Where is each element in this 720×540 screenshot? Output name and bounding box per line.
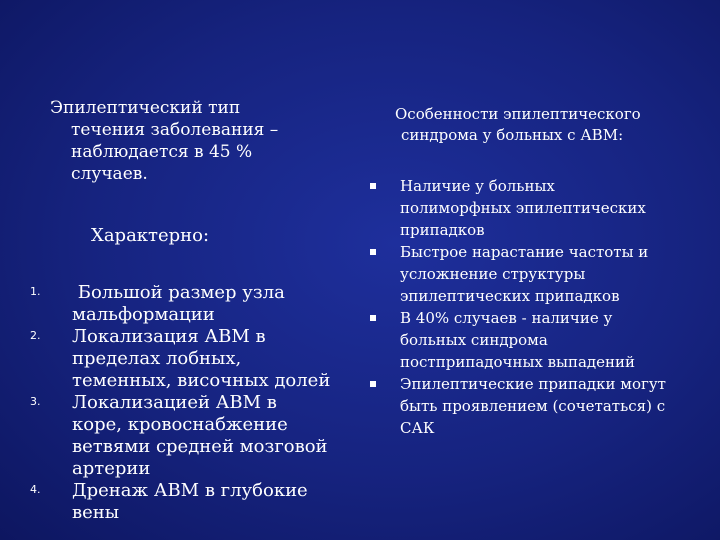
numbered-list [20,282,350,524]
bullet-line: припадков [400,221,485,239]
list-item-line: ветвями средней мозговой [72,436,328,457]
bullet-line: больных синдрома [400,331,548,349]
square-bullet-icon [370,183,376,189]
list-item [20,392,350,480]
square-bullet-icon [370,315,376,321]
list-item-line: Большой размер узла [72,282,285,303]
bullet-line: эпилептических припадков [400,287,620,305]
bullet-line: Быстрое нарастание частоты и [400,243,649,261]
list-number: 2. [30,329,41,342]
list-number: 4. [30,483,41,496]
right-column-title [395,104,695,146]
left-column-title [50,97,350,185]
bullet-item [370,307,700,373]
list-item-line: Дренаж АВМ в глубокие [72,480,308,501]
bullet-list [370,175,700,439]
right-title-line: Особенности эпилептического [395,105,641,123]
list-item-line: мальформации [72,304,215,325]
list-number: 1. [30,285,41,298]
list-item-line: Локализацией АВМ в [72,392,277,413]
bullet-line: постприпадочных выпадений [400,353,636,371]
bullet-line: В 40% случаев - наличие у [400,309,613,327]
left-title-line: наблюдается в 45 % [71,142,253,162]
list-item [20,282,350,326]
bullet-line: САК [400,419,435,437]
square-bullet-icon [370,381,376,387]
list-number: 3. [30,395,41,408]
right-title-line: синдрома у больных с АВМ: [401,126,624,144]
left-title-line: Эпилептический тип [50,98,241,118]
bullet-item [370,373,700,439]
list-item [20,326,350,392]
list-item [20,480,350,524]
left-title-line: случаев. [71,164,148,184]
bullet-item [370,175,700,241]
bullet-line: Эпилептические припадки могут [400,375,666,393]
list-item-line: теменных, височных долей [72,370,331,391]
list-item-line: артерии [72,458,151,479]
bullet-item [370,241,700,307]
list-item-line: пределах лобных, [72,348,242,369]
bullet-line: быть проявлением (сочетаться) с [400,397,666,415]
left-title-line: течения заболевания – [71,120,279,140]
bullet-line: усложнение структуры [400,265,586,283]
list-item-line: коре, кровоснабжение [72,414,288,435]
characteristic-label: Характерно: [91,225,210,246]
list-item-line: вены [72,502,120,523]
square-bullet-icon [370,249,376,255]
bullet-line: полиморфных эпилептических [400,199,646,217]
list-item-line: Локализация АВМ в [72,326,266,347]
bullet-line: Наличие у больных [400,177,555,195]
